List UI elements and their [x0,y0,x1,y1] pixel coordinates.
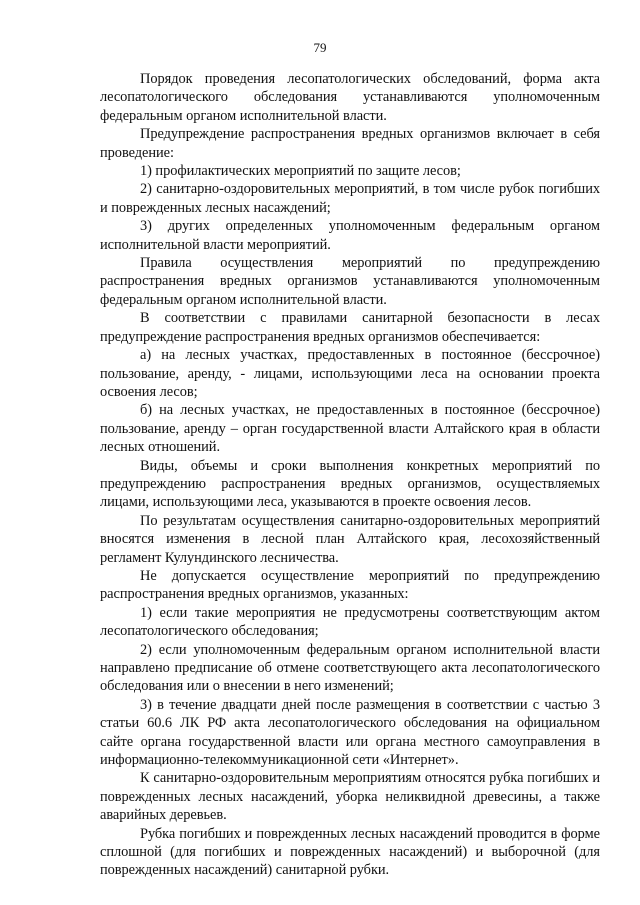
list-item: 2) санитарно-оздоровительных мероприятий, в том числе рубок погибших и поврежденных лесных насаждений; [100,181,600,216]
list-item: 1) если такие мероприятия не предусмотрены соответствующим актом лесопатологического обследования; [100,604,600,640]
paragraph: К санитарно-оздоровительным мероприятиям относятся рубка погибших и поврежденных лесных насаждений, уборка неликвидной древесины, а также аварийных деревьев. [100,770,600,824]
paragraph: Предупреждение распространения вредных организмов включает в себя проведение: [100,126,600,161]
paragraph: Порядок проведения лесопатологических обследований, форма акта лесопатологического обследования устанавливаются уполномоченным федеральным органом исполнительной власти. [100,71,600,124]
list-item: 3) в течение двадцати дней после размещения в соответствии с частью 3 статьи 60.6 ЛК РФ акта лесопатологического обследования на официальном сайте органа государственной власти или органа местного самоуправления в информационно-телекоммуникационной сети «Интернет». [100,696,600,769]
list-item: 3) других определенных уполномоченным федеральным органом исполнительной власти мероприятий. [100,218,600,253]
paragraph: Правила осуществления мероприятий по предупреждению распространения вредных организмов устанавливаются уполномоченным федеральным органом исполнительной власти. [100,255,600,308]
list-item: б) на лесных участках, не предоставленных в постоянное (бессрочное) пользование, аренду – орган государственной власти Алтайского края в области лесных отношений. [100,402,600,456]
paragraph: Не допускается осуществление мероприятий по предупреждению распространения вредных организмов, указанных: [100,567,600,603]
page-number: 79 [313,40,327,55]
paragraph: Рубка погибших и поврежденных лесных насаждений проводится в форме сплошной (для погибших и поврежденных насаждений) и выборочной (для поврежденных насаждений) санитарной рубки. [100,825,600,879]
list-item: 1) профилактических мероприятий по защите лесов; [140,163,461,180]
body-text [100,70,600,880]
list-item: 2) если уполномоченным федеральным органом исполнительной власти направлено предписание об отмене соответствующего акта лесопатологического обследования или о внесении в него изменений; [100,641,600,695]
paragraph: По результатам осуществления санитарно-оздоровительных мероприятий вносятся изменения в лесной план Алтайского края, лесохозяйственный регламент Кулундинского лесничества. [100,512,600,566]
paragraph: Виды, объемы и сроки выполнения конкретных мероприятий по предупреждению распространения вредных организмов, осуществляемых лицами, использующими леса, указываются в проекте освоения лесов. [100,457,600,511]
list-item: а) на лесных участках, предоставленных в постоянное (бессрочное) пользование, аренду, - лицами, использующими леса на основании проекта освоения лесов; [100,347,600,400]
paragraph: В соответствии с правилами санитарной безопасности в лесах предупреждение распространения вредных организмов обеспечивается: [100,310,600,345]
